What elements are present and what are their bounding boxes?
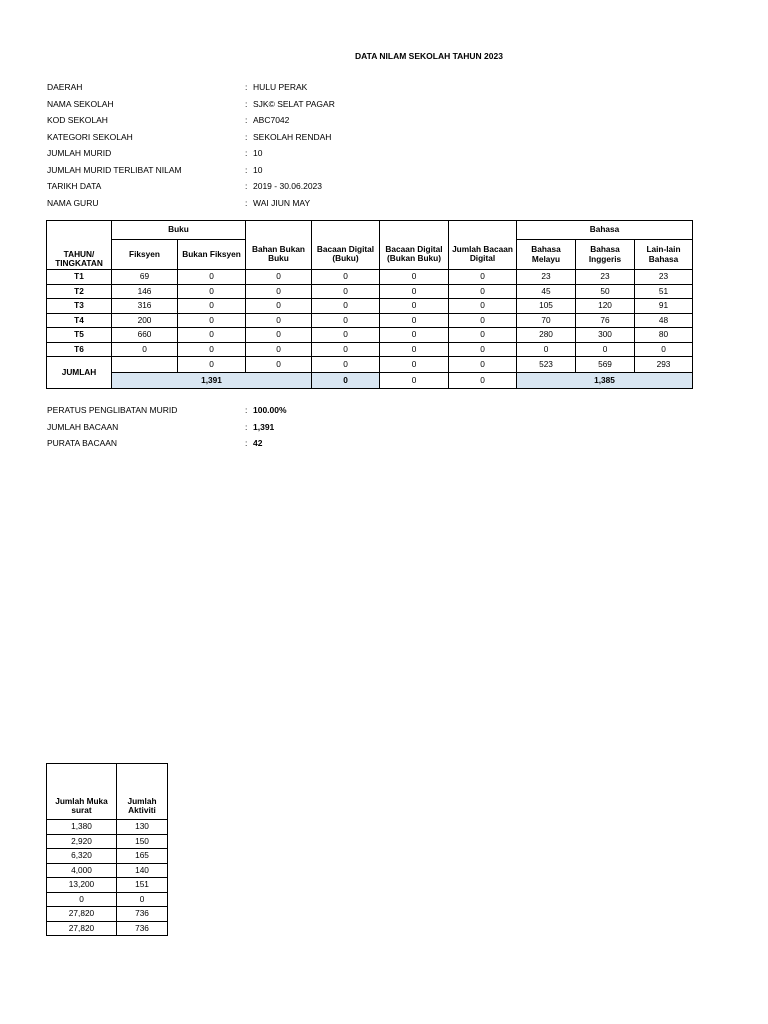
table-cell: 91 [635, 299, 693, 314]
table-cell: 0 [117, 892, 168, 907]
jumlah-label: JUMLAH [47, 357, 112, 389]
column-header: Bacaan Digital (Bukan Buku) [380, 240, 449, 270]
table-cell: 0 [380, 328, 449, 343]
table-cell: 0 [312, 328, 380, 343]
row-label: T3 [47, 299, 112, 314]
table-cell: 80 [635, 328, 693, 343]
header-blank [246, 221, 312, 240]
table-cell: 70 [517, 313, 576, 328]
table-cell: 0 [178, 313, 246, 328]
column-header: Bahan Bukan Buku [246, 240, 312, 270]
column-header: Bacaan Digital (Buku) [312, 240, 380, 270]
info-label: KOD SEKOLAH [47, 115, 108, 125]
row-label: T2 [47, 284, 112, 299]
total-bahasa-cell: 1,385 [517, 373, 693, 389]
info-label: DAERAH [47, 82, 83, 92]
table-cell: 0 [178, 299, 246, 314]
table-cell: 23 [635, 270, 693, 285]
table-cell: 300 [576, 328, 635, 343]
table-cell: 0 [635, 342, 693, 357]
table-cell: 0 [312, 342, 380, 357]
info-label: KATEGORI SEKOLAH [47, 131, 133, 142]
group-header-bahasa: Bahasa [517, 221, 693, 240]
table-cell: 0 [178, 328, 246, 343]
info-colon: : [245, 82, 248, 92]
column-header: TAHUN/ TINGKATAN [47, 240, 112, 270]
table-cell: 0 [449, 357, 517, 373]
table-cell: 13,200 [47, 878, 117, 893]
row-label: T6 [47, 342, 112, 357]
table-cell: 151 [117, 878, 168, 893]
table-cell: 0 [380, 357, 449, 373]
table-cell: 4,000 [47, 863, 117, 878]
table-cell: 0 [246, 313, 312, 328]
table-cell: 0 [380, 342, 449, 357]
table-cell: 120 [576, 299, 635, 314]
table-cell: 0 [449, 342, 517, 357]
row-label: T1 [47, 270, 112, 285]
table-cell: 0 [449, 313, 517, 328]
info-label: TARIKH DATA [47, 181, 102, 191]
info-label: JUMLAH MURID TERLIBAT NILAM [47, 164, 182, 175]
header-blank [47, 221, 112, 240]
table-cell: 2,920 [47, 834, 117, 849]
column-header: Bukan Fiksyen [178, 240, 246, 270]
column-header: Lain-lain Bahasa [635, 240, 693, 270]
table-row [47, 863, 168, 878]
table-cell: 0 [380, 299, 449, 314]
table-cell: 200 [112, 313, 178, 328]
table-row [47, 270, 693, 285]
table-row [47, 328, 693, 343]
reading-data-table [46, 220, 693, 389]
table-cell: 48 [635, 313, 693, 328]
column-header: Fiksyen [112, 240, 178, 270]
table-cell: 69 [112, 270, 178, 285]
table-cell: 569 [576, 357, 635, 373]
info-colon: : [245, 131, 248, 142]
info-colon: : [245, 98, 248, 109]
table-cell: 0 [246, 328, 312, 343]
table-cell: 146 [112, 284, 178, 299]
table-cell: 0 [246, 270, 312, 285]
table-row [47, 820, 168, 835]
table-row [47, 849, 168, 864]
table-cell: 0 [312, 270, 380, 285]
table-cell: 27,820 [47, 921, 117, 936]
table-cell: 150 [117, 834, 168, 849]
table-cell: 523 [517, 357, 576, 373]
table-cell: 0 [246, 342, 312, 357]
table-cell: 0 [112, 342, 178, 357]
info-value: 10 [253, 148, 263, 158]
table-cell: 280 [517, 328, 576, 343]
stat-colon: : [245, 405, 248, 415]
table-cell: 293 [635, 357, 693, 373]
table-cell: 23 [517, 270, 576, 285]
total-jumlah-digital-cell: 0 [449, 373, 517, 389]
table-cell: 51 [635, 284, 693, 299]
table-cell: 0 [178, 357, 246, 373]
table-row [47, 299, 693, 314]
table-cell: 0 [178, 342, 246, 357]
table-cell: 0 [449, 299, 517, 314]
total-digital-bukan-buku-cell: 0 [380, 373, 449, 389]
table-cell: 0 [312, 284, 380, 299]
table-cell: 0 [380, 313, 449, 328]
table-row [47, 878, 168, 893]
table-cell: 0 [312, 313, 380, 328]
info-value: HULU PERAK [253, 82, 308, 92]
table-cell: 130 [117, 820, 168, 835]
table-row [47, 342, 693, 357]
table-cell: 0 [517, 342, 576, 357]
table-cell: 45 [517, 284, 576, 299]
table-row [47, 892, 168, 907]
table-cell: 105 [517, 299, 576, 314]
table-cell: 736 [117, 907, 168, 922]
pages-activities-table [46, 763, 168, 936]
table-cell: 1,380 [47, 820, 117, 835]
table-cell: 0 [246, 284, 312, 299]
info-value: ABC7042 [253, 115, 290, 125]
table-cell: 0 [178, 284, 246, 299]
table-group-header-row [47, 221, 693, 240]
table-cell: 0 [178, 270, 246, 285]
table-row [47, 834, 168, 849]
info-label: JUMLAH MURID [47, 148, 112, 158]
stat-label: PERATUS PENGLIBATAN MURID [47, 405, 178, 415]
row-label: T4 [47, 313, 112, 328]
table-cell: 0 [47, 892, 117, 907]
stat-value: 1,391 [253, 421, 275, 432]
table-row [47, 313, 693, 328]
column-header: Bahasa Inggeris [576, 240, 635, 270]
info-value: 10 [253, 164, 263, 175]
column-header: Jumlah Bacaan Digital [449, 240, 517, 270]
header-blank [380, 221, 449, 240]
header-blank [449, 221, 517, 240]
table-cell: 0 [312, 357, 380, 373]
column-header: Jumlah Muka surat [47, 764, 117, 820]
info-colon: : [245, 164, 248, 175]
table-cell: 0 [449, 270, 517, 285]
row-label: T5 [47, 328, 112, 343]
info-colon: : [245, 115, 248, 125]
table-header-row [47, 764, 168, 820]
total-buku-cell: 1,391 [112, 373, 312, 389]
table-cell: 0 [380, 270, 449, 285]
document-title: DATA NILAM SEKOLAH TAHUN 2023 [355, 51, 503, 61]
table-cell: 0 [246, 299, 312, 314]
table-header-row [47, 240, 693, 270]
table-cell: 27,820 [47, 907, 117, 922]
table-cell: 6,320 [47, 849, 117, 864]
stat-value: 100.00% [253, 405, 287, 415]
table-cell: 76 [576, 313, 635, 328]
info-colon: : [245, 181, 248, 191]
table-row [47, 921, 168, 936]
group-header-buku: Buku [112, 221, 246, 240]
table-row [47, 907, 168, 922]
table-cell: 23 [576, 270, 635, 285]
table-cell: 0 [449, 328, 517, 343]
table-cell: 736 [117, 921, 168, 936]
info-label: NAMA GURU [47, 197, 99, 208]
info-value: WAI JIUN MAY [253, 197, 311, 208]
info-label: NAMA SEKOLAH [47, 98, 114, 109]
table-cell: 140 [117, 863, 168, 878]
header-blank [312, 221, 380, 240]
column-header: Jumlah Aktiviti [117, 764, 168, 820]
table-cell: 0 [380, 284, 449, 299]
stat-colon: : [245, 438, 248, 448]
stat-value: 42 [253, 438, 263, 448]
info-value: SEKOLAH RENDAH [253, 131, 332, 142]
table-cell [112, 357, 178, 373]
info-colon: : [245, 197, 248, 208]
table-cell: 50 [576, 284, 635, 299]
table-cell: 0 [449, 284, 517, 299]
table-cell: 0 [576, 342, 635, 357]
table-row [47, 284, 693, 299]
column-header: Bahasa Melayu [517, 240, 576, 270]
total-row [47, 373, 693, 389]
stat-label: PURATA BACAAN [47, 438, 118, 448]
table-cell: 165 [117, 849, 168, 864]
info-value: SJK© SELAT PAGAR [253, 98, 335, 109]
table-cell: 316 [112, 299, 178, 314]
table-cell: 660 [112, 328, 178, 343]
jumlah-row [47, 357, 693, 373]
stat-colon: : [245, 421, 248, 432]
stat-label: JUMLAH BACAAN [47, 421, 119, 432]
table-cell: 0 [312, 299, 380, 314]
total-digital-buku-cell: 0 [312, 373, 380, 389]
table-cell: 0 [246, 357, 312, 373]
info-colon: : [245, 148, 248, 158]
info-value: 2019 - 30.06.2023 [253, 181, 323, 191]
